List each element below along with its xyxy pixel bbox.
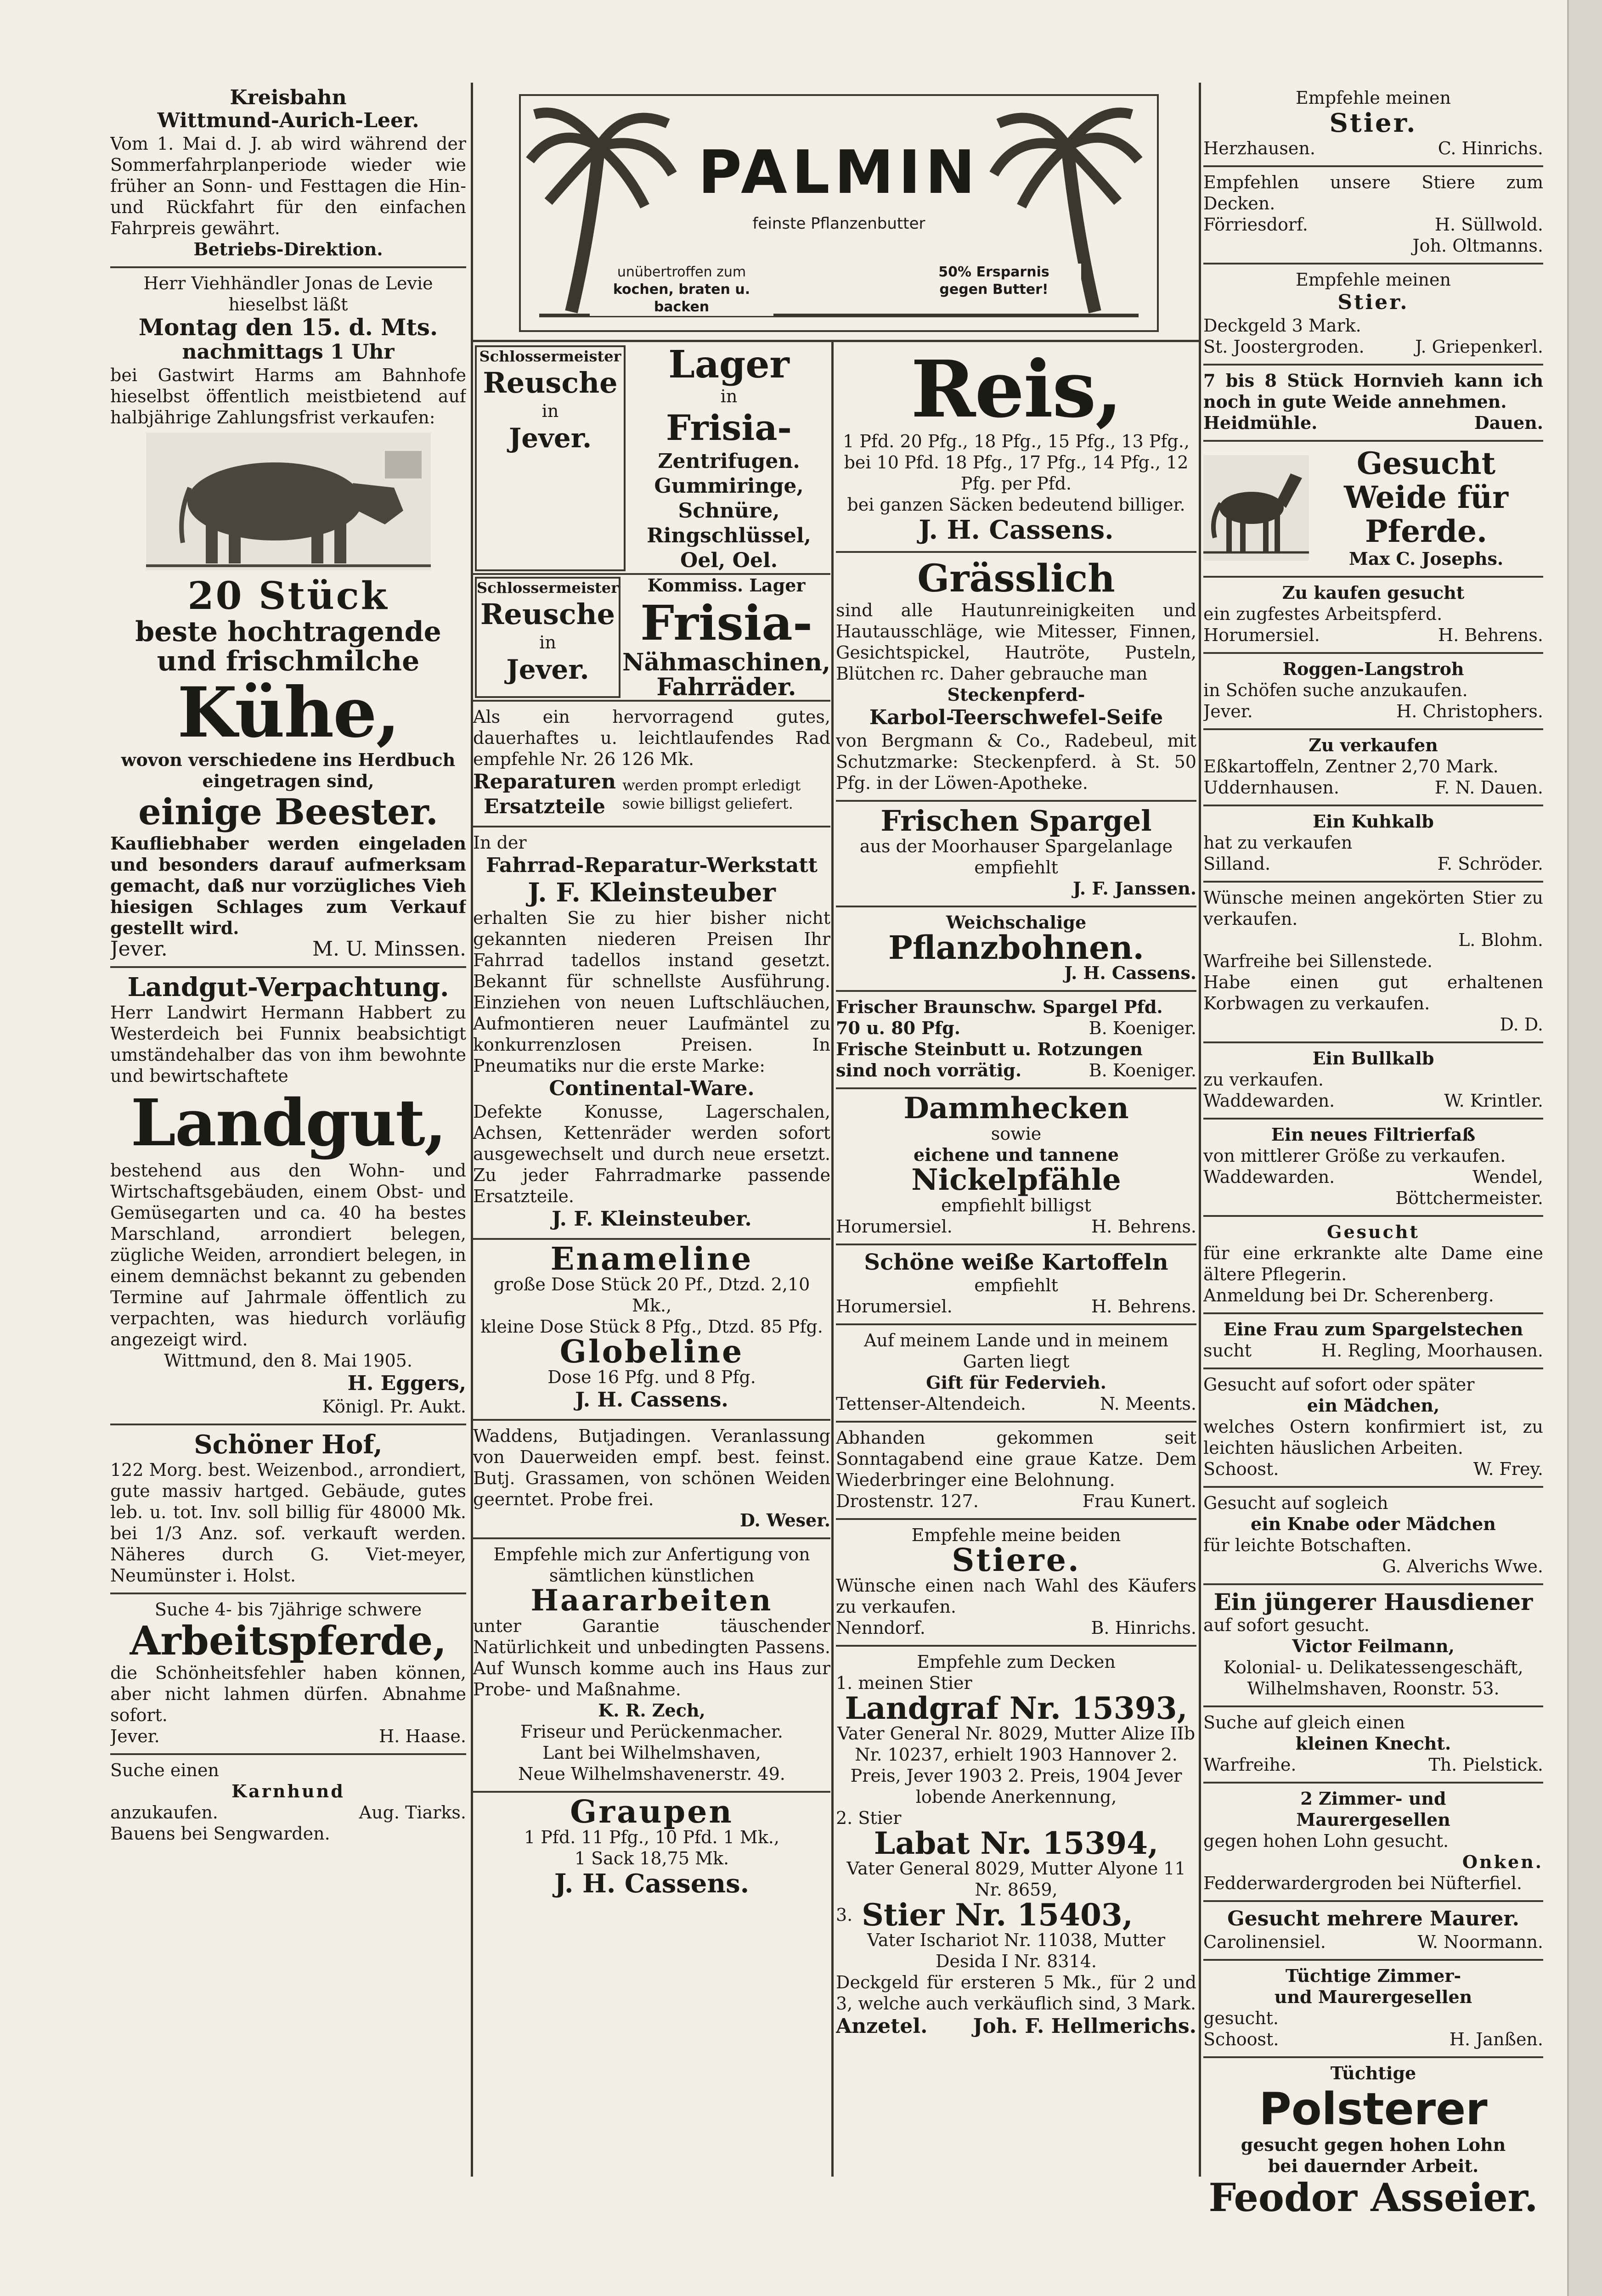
ad-enameline [473,1240,830,1421]
ad-place: Heidmühle. [1203,412,1318,433]
ad-time: nachmittags 1 Uhr [182,340,395,364]
ad-title: Eine Frau zum Spargelstechen [1223,1319,1523,1339]
ad-text: Frischer Braunschw. Spargel Pfd. [836,996,1163,1017]
ad-signature: Onken. [1462,1851,1543,1872]
ad-title: ein Knabe oder Mädchen [1251,1514,1496,1534]
ad-title: Stier Nr. 15403, [862,1897,1133,1933]
ad-text: Auf meinem Lande und in meinem Garten liegt [864,1330,1168,1372]
ad-text: Schlossermeister [477,579,619,597]
ad-place: Bauens bei Sengwarden. [110,1823,330,1844]
ad-title: Enameline [550,1241,753,1277]
ad-signature: Max C. Josephs. [1348,548,1504,569]
ad-text: gesucht. [1203,2008,1279,2028]
ad-text: Als ein hervorragend gutes, dauerhaftes u. leichtlaufendes Rad empfehle Nr. 26 126 Mk. [473,707,830,769]
ad-title: kleinen Knecht. [1295,1733,1451,1754]
ad-filtrierfass [1203,1120,1543,1217]
ad-place: Waddewarden. [1203,1167,1335,1187]
ad-text: Friseur und Perückenmacher. [520,1722,783,1742]
ad-title: Fahrrad-Reparatur-Werkstatt [486,854,818,877]
ad-signature: Wendel, [1472,1167,1543,1187]
ad-text: wovon verschiedene ins Herdbuch eingetragen sind, [121,749,456,791]
ad-text: empfiehlt [974,1275,1058,1295]
ad-signature: Frau Kunert. [1082,1491,1196,1511]
ad-text: Kolonial- u. Delikatessengeschäft, [1223,1657,1523,1677]
ad-body: 122 Morg. best. Weizenbod., arrondiert, gute massiv hartged. Gebäude, gutes leb. u. tot. Inv. soll billig für 48000 Mk. bei 1/3 Anz. sof. verkauft werden. Näheres durch G. Viet-meyer, Neumünster i. Holst. [110,1460,466,1586]
ad-title: Nickelpfähle [911,1163,1121,1197]
ad-text: Steckenpferd- [947,684,1085,705]
ad-title: Labat Nr. 15394, [874,1825,1159,1861]
ad-text: Herr Viehhändler Jonas de Levie hieselbst läßt [143,273,433,315]
ad-text: hat zu verkaufen [1203,833,1353,853]
ad-spargel [836,802,1196,907]
column-rule [1199,83,1201,2177]
ad-place: Uddernhausen. [1203,777,1339,798]
ad-text: 3. [836,1905,853,1925]
ad-hof [110,1425,466,1594]
ad-text: Empfehle meinen [1296,270,1451,290]
ad-werkstatt [473,827,830,1240]
ad-signature: B. Hinrichs. [1091,1618,1196,1638]
ad-hausdiener [1203,1585,1543,1707]
ad-title: Haararbeiten [530,1583,773,1618]
ad-title: Reusche [480,597,615,631]
ad-stier-3 [1203,264,1543,366]
ad-text: in [720,386,738,406]
ad-text: Suche 4- bis 7jährige schwere [154,1599,422,1620]
ad-signature: H. Regling, Moorhausen. [1321,1340,1543,1361]
ad-place: Jever. [110,1726,160,1746]
ad-text: auf sofort gesucht. [1203,1615,1370,1635]
ad-roggen [1203,654,1543,730]
ad-text: von mittlerer Größe zu verkaufen. [1203,1146,1506,1166]
ad-pflanzbohnen [836,907,1196,992]
ad-title: Ein Kuhkalb [1313,811,1434,832]
ad-signature: H. Süllwold. [1434,214,1543,235]
ad-signature: C. Hinrichs. [1438,138,1543,158]
ad-place: Schoost. [1203,2029,1279,2049]
ad-title: Pflanzbohnen. [888,929,1144,967]
ad-signature: J. H. Cassens. [1064,962,1196,983]
ad-polsterer [1203,2058,1543,2225]
horizontal-rule [473,340,1199,342]
ad-signature: H. Haase. [379,1726,466,1746]
ad-title: Gift für Federvieh. [926,1372,1106,1393]
palmin-subtitle: feinste Pflanzenbutter [752,214,925,233]
ad-date: Wittmund, den 8. Mai 1905. [164,1351,412,1371]
ad-place: Jever. [110,937,168,961]
ad-text: Ringschlüssel, [647,524,811,547]
ad-title: Stier. [1337,291,1409,314]
ad-text: Schnüre, [678,499,780,523]
ad-text: Vater Ischariot Nr. 11038, Mutter Desida I Nr. 8314. [867,1930,1166,1971]
ad-place: Förriesdorf. [1203,214,1308,235]
ad-signature: H. Behrens. [1438,625,1543,645]
ad-title: und Maurergesellen [1274,1986,1472,2007]
ad-place: Anzetel. [836,2015,928,2038]
ad-landgraf [836,1647,1196,2045]
ad-text: bei dauernder Arbeit. [1268,2155,1479,2176]
ad-title: Dammhecken [903,1091,1129,1125]
ad-text: Gesucht auf sofort oder später [1203,1374,1475,1395]
ad-text: Empfehle meinen [1296,88,1451,108]
ad-headline: beste hochtragende und frischmilche [135,616,441,677]
ad-place: Warfreihe. [1203,1755,1297,1775]
ad-text: bei ganzen Säcken bedeutend billiger. [847,495,1185,515]
ad-text: in [542,401,559,421]
ad-title: Ein jüngerer Hausdiener [1213,1588,1533,1615]
ad-rad [473,702,830,827]
ad-signature: Königl. Pr. Aukt. [322,1396,466,1417]
ad-text: ein zugfestes Arbeitspferd. [1203,604,1443,624]
ad-title: Reparaturen [473,770,616,793]
ad-text: bestehend aus den Wohn- und Wirtschaftsgebäuden, einem Obst- und Gemüsegarten und ca. 40 ha bestes Marschland, arrondiert belegen, zügliche Weiden, arrondiert belegen, in einem demnächst bekannt zu gebenden Termine auf Jahrmale öffentlich zu verpachten, was hiedurch vorläufig angezeigt wird. [110,1160,466,1350]
ad-text: Wilhelmshaven, Roonstr. 53. [1247,1678,1500,1699]
ad-title: Zu verkaufen [1309,735,1438,755]
ad-title: Lager [668,343,790,387]
ad-text: Schlossermeister [479,348,621,365]
ad-stiere [836,1520,1196,1647]
ad-text: Tüchtige [1330,2063,1416,2083]
ad-maurer [1203,1902,1543,1961]
ad-graupen [473,1793,830,1905]
ad-signature: F. Schröder. [1437,854,1543,874]
ad-knabe [1203,1488,1543,1585]
ad-signature: H. Christophers. [1396,701,1543,721]
ad-title: Schöne weiße Kartoffeln [864,1249,1168,1275]
ad-waddens [473,1421,830,1539]
ad-text: Nähmaschinen, [622,648,830,676]
ad-title: Polsterer [1259,2083,1488,2135]
ad-signature: J. H. Cassens. [554,1868,750,1899]
ad-signature: F. N. Dauen. [1434,777,1543,798]
ad-text: in Schöfen suche anzukaufen. [1203,680,1468,700]
ad-headline: Kühe, [177,672,399,753]
ad-body: Vom 1. Mai d. J. ab wird während der Sommerfahrplanperiode wieder wie früher an Sonn- und Festtagen die Hin- und Rückfahrt für den einfachen Fahrpreis gewährt. [110,134,466,238]
ad-title: Schöner Hof, [194,1429,383,1460]
ad-signature: Th. Pielstick. [1428,1755,1543,1775]
ad-text: sind alle Hautunreinigkeiten und Hautausschläge, wie Mitesser, Finnen, Gesichtspickel, Hautröte, Pusteln, Blütchen rc. Daher gebrauche man [836,600,1196,684]
ad-text: Lant bei Wilhelmshaven, [542,1743,761,1763]
ad-title: Tüchtige Zimmer- [1285,1965,1461,1986]
ad-title: Continental-Ware. [549,1077,755,1100]
ad-text: Empfehlen unsere Stiere zum Decken. [1203,172,1543,214]
horse-illustration [1203,455,1309,561]
ad-headline: Landgut, [130,1086,446,1161]
ad-text: Abhanden gekommen seit Sonntagabend eine graue Katze. Dem Wiederbringer eine Belohnung. [836,1428,1196,1490]
ad-signature: B. Koeniger. [1089,1060,1196,1080]
ad-text: Vater General Nr. 8029, Mutter Alize IIb Nr. 10237, erhielt 1903 Hannover 2. Preis, Jever 1903 2. Preis, 1904 Jever lobende Anerkennung, [837,1723,1196,1807]
ad-text: Deckgeld für ersteren 5 Mk., für 2 und 3, welche auch verkäuflich sind, 3 Mark. [836,1972,1196,2014]
ad-title: Stiere. [952,1542,1081,1579]
ad-stier-1 [1203,83,1543,167]
ad-arbeitspferde [110,1594,466,1755]
ad-text: Frische Steinbutt u. Rotzungen [836,1039,1143,1059]
ad-zimmergesellen [1203,1961,1543,2058]
ad-text: Gummiringe, [654,474,804,498]
ad-text: Empfehle zum Decken [917,1652,1116,1672]
ad-text: 7 bis 8 Stück Hornvieh kann ich noch in gute Weide annehmen. [1203,370,1543,412]
ad-place: Horumersiel. [836,1296,953,1317]
ad-text: Kaufliebhaber werden eingeladen und besonders darauf aufmerksam gemacht, daß nur vorzügliches Vieh hiesigen Schlages zum Verkauf gestellt wird. [110,833,466,938]
ad-text: Habe einen gut erhaltenen Korbwagen zu verkaufen. [1203,972,1543,1013]
ad-signature: J. Griepenkerl. [1415,337,1543,357]
ad-reis [836,343,1196,553]
ad-place: Tettenser-Altendeich. [836,1394,1027,1414]
ad-text: Deckgeld 3 Mark. [1203,315,1361,336]
ad-title: Karbol-Teerschwefel-Seife [869,706,1163,729]
ad-arbeitspferd [1203,578,1543,654]
ad-text: Wünsche meinen angekörten Stier zu verkaufen. [1203,888,1543,929]
ad-text: empfiehlt billigst [941,1195,1091,1216]
column-rule [831,342,834,2177]
ad-text: Oel, Oel. [680,549,778,572]
ad-title: Frisia- [666,407,792,448]
ad-text: Gesucht auf sogleich [1203,1493,1388,1513]
ad-seife [836,553,1196,802]
ad-text: Zentrifugen. [658,450,800,473]
ad-signature: K. R. Zech, [598,1700,705,1721]
ad-reusche-frisia [473,575,830,702]
ad-signature: H. Behrens. [1091,1216,1196,1237]
ad-text: In der [473,833,527,853]
ad-text: zu verkaufen. [1203,1069,1324,1090]
ad-signature: J. H. Cassens. [919,515,1114,545]
ad-text: sind noch vorrätig. [836,1060,1022,1080]
palmin-text: gegen Butter! [939,281,1049,298]
ad-signature: J. H. Cassens. [575,1388,728,1412]
ad-text: 1. meinen Stier [836,1673,972,1693]
ad-braunschweig [836,992,1196,1089]
ad-title: Maurergesellen [1296,1809,1450,1830]
ad-signature: W. Noormann. [1417,1932,1543,1952]
ad-text: Neue Wilhelmshavenerstr. 49. [518,1764,785,1784]
ad-title: Reusche [483,366,618,400]
ad-title: Landgut-Verpachtung. [127,972,449,1002]
ad-text: eichene und tannene [913,1144,1119,1165]
ad-signature: H. Janßen. [1449,2029,1543,2049]
ad-date: Montag den 15. d. Mts. [138,314,438,341]
ad-place: Drostenstr. 127. [836,1491,979,1511]
ad-title: Ein Bullkalb [1312,1048,1434,1069]
ad-signature: Victor Feilmann, [1292,1636,1455,1656]
column-4 [1203,83,1543,2225]
ad-text: 1 Pfd. 11 Pfg., 10 Pfd. 1 Mk., [524,1827,779,1847]
ad-title: Landgraf Nr. 15393, [845,1690,1188,1726]
ad-text: große Dose Stück 20 Pf., Dtzd. 2,10 Mk., [493,1274,810,1316]
ad-text: kleine Dose Stück 8 Pfg., Dtzd. 85 Pfg. [480,1317,823,1337]
ad-signature: M. U. Minssen. [312,937,466,961]
ad-text: Waddens, Butjadingen. Veranlassung von Dauerweiden empf. best. feinst. Butj. Grassamen, von schönen Weiden geerntet. Probe frei. [473,1426,830,1509]
ad-place: Carolinensiel. [1203,1932,1326,1952]
ad-place: Nenndorf. [836,1618,925,1638]
ad-signature: Böttchermeister. [1395,1188,1543,1208]
ad-bullkalb [1203,1043,1543,1120]
ad-title: Reis, [911,343,1122,435]
ad-maedchen [1203,1369,1543,1488]
ad-signature: D. Weser. [739,1510,830,1531]
ad-text: anzukaufen. [110,1802,218,1823]
ad-title: Roggen-Langstroh [1282,658,1464,679]
ad-karnhund [110,1755,466,1851]
ad-place: St. Joostergroden. [1203,337,1365,357]
ad-signature: D. D. [1500,1014,1543,1035]
ad-signature: G. Alverichs Wwe. [1382,1556,1543,1576]
ad-text: sowie [991,1124,1042,1144]
ad-text: Herr Landwirt Hermann Habbert zu Westerdeich bei Funnix beabsichtigt umständehalber das von ihm bewohnte und bewirtschaftete [110,1002,466,1086]
ad-title: Globeline [559,1334,744,1370]
ad-knecht [1203,1707,1543,1784]
ad-place: Horumersiel. [1203,625,1320,645]
ad-text: sucht [1203,1340,1252,1361]
ad-landgut [110,968,466,1425]
ad-headline: 20 Stück [187,574,389,618]
ad-text: Weichschalige [946,912,1087,933]
ad-text: Vater General 8029, Mutter Alyone 11 Nr. 8659, [846,1858,1186,1900]
ad-title: J. F. Kleinsteuber [528,878,776,908]
ad-title: Zu kaufen gesucht [1282,582,1465,603]
ad-place: Fedderwardergroden bei Nüfterfiel. [1203,1873,1522,1893]
ad-text: gesucht gegen hohen Lohn [1241,2134,1506,2155]
ad-signature: W. Krintler. [1444,1091,1543,1111]
ad-signature: B. Koeniger. [1089,1018,1196,1038]
ad-title: Kreisbahn [230,86,347,109]
ad-weide [1203,442,1543,578]
ad-signature: W. Frey. [1473,1459,1543,1479]
ad-signature: H. Behrens. [1091,1296,1196,1317]
ad-text: gegen hohen Lohn gesucht. [1203,1831,1449,1851]
ad-headline: Arbeitspferde, [130,1618,447,1664]
ad-text: Anmeldung bei Dr. Scherenberg. [1203,1285,1494,1306]
column-2 [473,343,830,1905]
ad-text: 2. Stier [836,1808,902,1828]
ad-signature: Joh. F. Hellmerichs. [973,2015,1196,2038]
ad-title: Wittmund-Aurich-Leer. [157,109,419,132]
palmin-text: 50% Ersparnis [938,264,1049,280]
ad-text: bei Gastwirt Harms am Bahnhofe hieselbst öffentlich meistbietend auf halbjährige Zahlungsfrist verkaufen: [110,365,466,428]
ad-place: Waddewarden. [1203,1091,1335,1111]
ad-stier-korbwagen [1203,883,1543,1043]
ad-text: Empfehle meine beiden [911,1525,1121,1545]
ad-stiere-2 [1203,167,1543,264]
ad-pflegerin [1203,1217,1543,1314]
cattle-illustration [146,433,431,570]
palmin-text: unübertroffen zum [617,264,746,280]
ad-title: Gesucht mehrere Maurer. [1227,1907,1519,1930]
ad-text: für leichte Botschaften. [1203,1535,1412,1555]
ad-title: Gesucht [1327,1221,1420,1242]
ad-text: 1 Sack 18,75 Mk. [574,1848,729,1868]
ad-signature: Feodor Asseier. [1208,2175,1538,2220]
ad-dammhecken [836,1089,1196,1245]
ad-place: Silland. [1203,854,1271,874]
column-1 [110,83,466,1851]
ad-headline: einige Beester. [138,791,438,833]
ad-text: Suche auf gleich einen [1203,1712,1405,1733]
ad-title: Stier. [1329,108,1417,138]
ad-text: welches Ostern konfirmiert ist, zu leichten häuslichen Arbeiten. [1203,1417,1543,1458]
ad-title: Grässlich [917,557,1115,601]
ad-signature: J. F. Kleinsteuber. [552,1207,752,1231]
ad-text: unter Garantie täuschender Natürlichkeit und unbedingten Passens. Auf Wunsch komme auch ins Haus zur Probe- und Maßnahme. [473,1616,830,1699]
ad-text: Wünsche einen nach Wahl des Käufers zu verkaufen. [836,1576,1196,1617]
ad-text: Dose 16 Pfg. und 8 Pfg. [547,1367,756,1387]
ad-place: Horumersiel. [836,1216,953,1237]
ad-title: Frisia- [640,595,812,651]
ad-signature: Aug. Tiarks. [359,1802,466,1823]
ad-signature: J. F. Janssen. [1072,878,1196,899]
ad-place: Warfreihe bei Sillenstede. [1203,951,1433,971]
ad-signature: Dauen. [1474,412,1543,433]
ad-title: Jever. [508,422,592,454]
ad-haararbeiten [473,1539,830,1793]
ad-place: Jever. [1203,701,1253,721]
ad-text: 1 Pfd. 20 Pfg., 18 Pfg., 15 Pfg., 13 Pfg., bei 10 Pfd. 18 Pfg., 17 Pfg., 14 Pfg., 12 Pfg. per Pfd. [843,431,1190,494]
ad-title: Weide für [1343,479,1509,515]
palmin-brand: PALMIN [698,137,980,207]
palmin-text: kochen, braten u. backen [613,281,750,315]
ad-esskartoffeln [1203,730,1543,806]
ad-text: für eine erkrankte alte Dame eine ältere Pflegerin. [1203,1243,1543,1284]
ad-title: Frischen Spargel [880,804,1152,838]
ad-text: 70 u. 80 Pfg. [836,1018,961,1038]
ad-signature: Joh. Oltmanns. [1412,236,1543,256]
ad-signature: N. Meents. [1100,1394,1196,1414]
ad-katze [836,1423,1196,1520]
ad-title: Jever. [506,654,589,685]
ad-maurergesellen [1203,1784,1543,1902]
ad-title: Ein neues Filtrierfaß [1271,1124,1476,1145]
ad-place: Schoost. [1203,1459,1279,1479]
ad-signature: L. Blohm. [1458,930,1543,950]
ad-viehverkauf [110,268,466,968]
ad-spargelstechen [1203,1314,1543,1369]
ad-reusche-lager [473,343,830,575]
ad-signature: H. Eggers, [347,1372,466,1395]
ad-text: Defekte Konusse, Lagerschalen, Achsen, Kettenräder werden sofort ausgewechselt und durch neue ersetzt. Zu jeder Fahrradmarke passende Ersatzteile. [473,1102,830,1206]
ad-palmin [519,94,1159,332]
ad-text: in [539,632,556,653]
ad-kartoffeln [836,1245,1196,1325]
ad-text: werden prompt erledigt sowie billigst geliefert. [622,777,801,812]
ad-kuhkalb [1203,806,1543,883]
ad-title: Ersatzteile [483,795,606,818]
column-3 [836,343,1196,2045]
ad-title: 2 Zimmer- und [1300,1788,1446,1809]
ad-hornvieh [1203,366,1543,442]
ad-text: von Bergmann & Co., Radebeul, mit Schutzmarke: Steckenpferd. à St. 50 Pfg. in der Löwen-Apotheke. [836,731,1196,793]
ad-title: Graupen [570,1794,733,1830]
ad-text: die Schönheitsfehler haben können, aber nicht lahmen dürfen. Abnahme sofort. [110,1663,466,1725]
ad-text: Fahrräder. [656,673,796,701]
ad-text: Kommiss. Lager [647,575,806,596]
ad-signature: Betriebs-Direktion. [193,239,383,259]
page-edge [1567,0,1602,2296]
ad-kreisbahn [110,83,466,268]
ad-text: erhalten Sie zu hier bisher nicht gekannten niederen Preisen Ihr Fahrrad tadellos instand gesetzt. Bekannt für schnellste Ausführung. Einziehen von neuen Luftschläuchen, Aufmontieren neuer Laufmäntel zu konkurrenzlosen Preisen. In Pneumatiks nur die erste Marke: [473,908,830,1076]
ad-place: Herzhausen. [1203,138,1315,158]
ad-title: ein Mädchen, [1307,1395,1440,1416]
ad-text: Suche einen [110,1760,219,1780]
ad-title: Gesucht [1356,445,1496,481]
ad-text: aus der Moorhauser Spargelanlage empfiehlt [859,836,1173,878]
ad-text: Eßkartoffeln, Zentner 2,70 Mark. [1203,756,1499,777]
ad-title: Pferde. [1365,513,1487,549]
ad-text: Empfehle mich zur Anfertigung von sämtlichen künstlichen [493,1544,810,1586]
ad-title: Karnhund [231,1781,345,1801]
ad-gift [836,1325,1196,1423]
